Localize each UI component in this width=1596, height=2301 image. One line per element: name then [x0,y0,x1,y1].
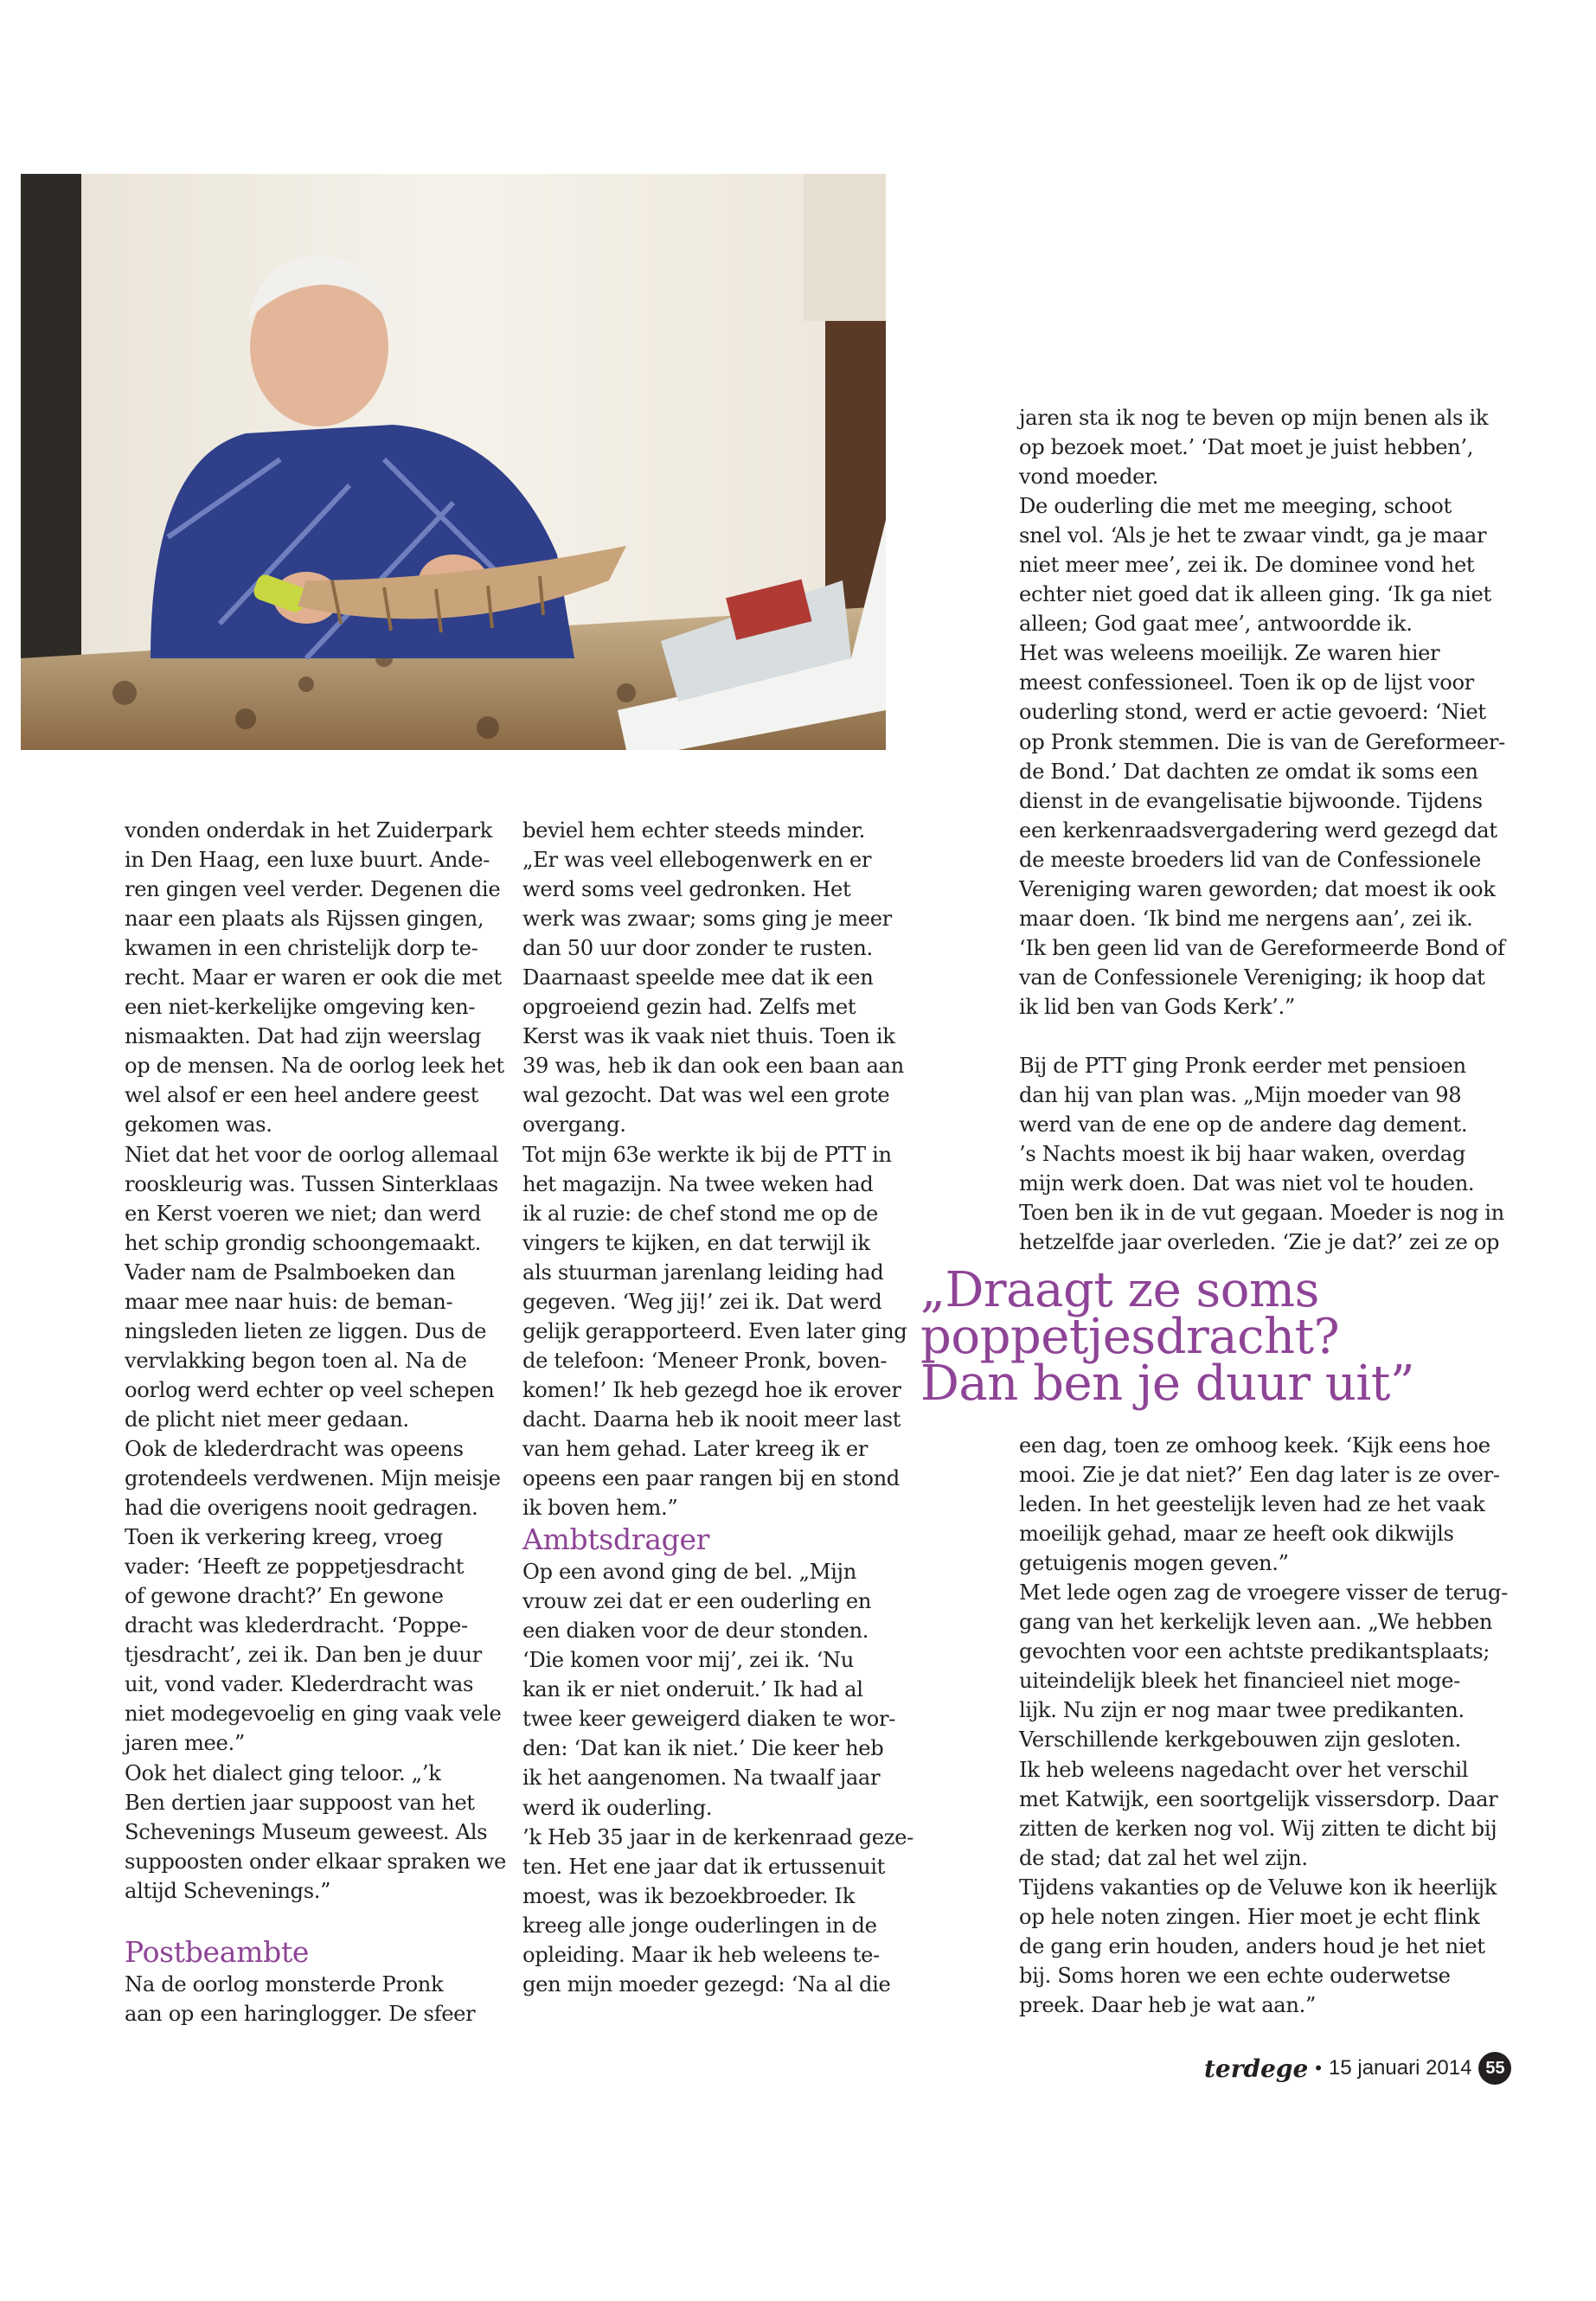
text-line: gelijk gerapporteerd. Even later ging [522,1318,907,1343]
article-column-1 [125,816,507,2029]
text-line: dan hij van plan was. „Mijn moeder van 98 [1019,1083,1462,1108]
text-line: ik lid ben van Gods Kerk’.” [1019,994,1295,1019]
text-line: uit, vond vader. Klederdracht was [125,1672,474,1697]
paragraph [1019,491,1491,638]
pull-quote-line: poppetjesdracht? [920,1309,1340,1365]
text-line: gevochten voor een achtste predikantsplaats; [1019,1639,1490,1664]
text-line: dan 50 uur door zonder te rusten. [522,936,873,961]
text-line: aan op een haringlogger. De sfeer [125,2001,476,2026]
text-line: opleiding. Maar ik heb weleens te- [522,1942,880,1967]
paragraph [1019,1755,1498,1873]
text-line: beviel hem echter steeds minder. [522,818,865,843]
paragraph [125,1759,507,1906]
text-line: Na de oorlog monsterde Pronk [125,1971,444,1997]
text-line: van de Confessionele Vereniging; ik hoop dat [1019,965,1485,990]
text-line: opeens een paar rangen bij en stond [522,1466,900,1491]
paragraph [1019,403,1489,491]
text-line: Met lede ogen zag de vroegere visser de terug- [1019,1580,1508,1606]
text-line: alleen; God gaat mee’, antwoordde ik. [1019,612,1413,637]
text-line: komen!’ Ik heb gezegd hoe ik erover [522,1377,901,1402]
text-line: Het was weleens moeilijk. Ze waren hier [1019,641,1440,666]
text-line: leden. In het geestelijk leven had ze het vaak [1019,1492,1485,1517]
text-line: getuigenis mogen geven.” [1019,1551,1289,1576]
text-line: van hem gehad. Later kreeg ik er [522,1436,869,1461]
text-line: Kerst was ik vaak niet thuis. Toen ik [522,1024,895,1049]
article-column-3-bottom [1019,1431,1508,2020]
text-line: ningsleden lieten ze liggen. Dus de [125,1318,487,1343]
text-line: vingers te kijken, en dat terwijl ik [522,1230,870,1255]
text-line: een diaken voor de deur stonden. [522,1618,869,1644]
text-line: maar mee naar huis: de beman- [125,1289,453,1314]
text-line: nismaakten. Dat had zijn weerslag [125,1024,482,1049]
text-line: Ben dertien jaar suppoost van het [125,1790,475,1815]
text-line: Toen ben ik in de vut gegaan. Moeder is nog in [1019,1201,1504,1226]
paragraph [1019,1431,1500,1578]
text-line: gen mijn moeder gezegd: ‘Na al die [522,1971,891,1997]
text-line: Tot mijn 63e werkte ik bij de PTT in [522,1142,892,1167]
text-line: dacht. Daarna heb ik nooit meer last [522,1407,901,1432]
paragraph [522,816,904,1140]
paragraph [1019,1578,1508,1754]
text-line: jaren sta ik nog te beven op mijn benen als ik [1019,406,1489,430]
text-line: zitten de kerken nog vol. Wij zitten te dicht bij [1019,1816,1497,1841]
text-line: opgroeiend gezin had. Zelfs met [522,995,856,1020]
text-line: rooskleurig was. Tussen Sinterklaas [125,1171,498,1196]
text-line: een kerkenraadsvergadering werd gezegd dat [1019,817,1497,843]
text-line: vond moeder. [1019,465,1158,490]
paragraph [1019,638,1505,1022]
text-line: grotendeels verdwenen. Mijn meisje [125,1466,501,1491]
text-line: kreeg alle jonge ouderlingen in de [522,1913,877,1938]
text-line: de plicht niet meer gedaan. [125,1407,409,1432]
pull-quote-line: „Draagt ze soms [920,1262,1319,1318]
text-line: vervlakking begon toen al. Na de [125,1348,467,1373]
text-line: ’k Heb 35 jaar in de kerkenraad geze- [522,1824,913,1849]
text-line: Ook het dialect ging teloor. „’k [125,1760,441,1785]
text-line: als stuurman jarenlang leiding had [522,1259,884,1285]
text-line: altijd Schevenings.” [125,1878,331,1903]
text-line: de meeste broeders lid van de Confessionele [1019,847,1481,872]
text-line: de Bond.’ Dat dachten ze omdat ik soms een [1019,759,1478,784]
text-line: ‘Ik ben geen lid van de Gereformeerde Bond of [1019,935,1505,960]
text-line: uiteindelijk bleek het financieel niet moge- [1019,1669,1460,1694]
text-line: ‘Die komen voor mij’, zei ik. ‘Nu [522,1648,854,1673]
text-line: op hele noten zingen. Hier moet je echt flink [1019,1904,1480,1929]
text-line: twee keer geweigerd diaken te wor- [522,1707,896,1732]
article-column-3-top [1019,403,1505,1257]
text-line: niet modegevoelig en ging vaak vele [125,1702,502,1727]
text-line: het magazijn. Na twee weken had [522,1171,874,1196]
text-line: Op een avond ging de bel. „Mijn [522,1560,856,1585]
paragraph [125,1140,497,1434]
text-line: dracht was klederdracht. ‘Poppe- [125,1613,468,1638]
text-line: de gang erin houden, anders houd je het niet [1019,1933,1485,1958]
text-line: werd soms veel gedronken. Het [522,877,851,902]
text-line: „Er was veel ellebogenwerk en er [522,848,872,873]
text-line: het schip grondig schoongemaakt. [125,1230,481,1255]
text-line: Ik heb weleens nagedacht over het verschil [1019,1757,1469,1782]
text-line: vrouw zei dat er een ouderling en [522,1589,872,1614]
paragraph [125,816,504,1140]
text-line: vader: ‘Heeft ze poppetjesdracht [125,1554,465,1580]
magazine-brand: terdege [1204,2054,1309,2083]
paragraph [1019,1051,1504,1257]
text-line: ren gingen veel verder. Degenen die [125,877,501,902]
text-line: naar een plaats als Rijssen gingen, [125,907,484,932]
text-line: Daarnaast speelde mee dat ik een [522,965,874,990]
text-line: meest confessioneel. Toen ik op de lijst voor [1019,670,1474,695]
text-line: Bij de PTT ging Pronk eerder met pensioen [1019,1053,1466,1078]
text-line: ten. Het ene jaar dat ik ertussenuit [522,1854,886,1879]
photo-model-builder [21,174,886,750]
text-line: op de mensen. Na de oorlog leek het [125,1054,504,1079]
text-line: maar doen. ‘Ik bind me nergens aan’, zei ik. [1019,906,1473,931]
text-line: Tijdens vakanties op de Veluwe kon ik heerlijk [1019,1875,1497,1900]
text-line: een niet-kerkelijke omgeving ken- [125,995,476,1020]
text-line: wal gezocht. Dat was wel een grote [522,1083,890,1108]
text-line: hetzelfde jaar overleden. ‘Zie je dat?’ zei ze op [1019,1230,1500,1255]
page-footer [1204,2051,1511,2086]
text-line: in Den Haag, een luxe buurt. Ande- [125,848,490,873]
text-line: met Katwijk, een soortgelijk vissersdorp. Daar [1019,1786,1498,1811]
text-line: recht. Maar er waren er ook die met [125,965,502,990]
section-heading: Postbeambte [125,1934,310,1969]
text-line: kan ik er niet onderuit.’ Ik had al [522,1677,863,1702]
text-line: tjesdracht’, zei ik. Dan ben je duur [125,1643,482,1668]
text-line: Toen ik verkering kreeg, vroeg [125,1525,443,1550]
pull-quote-line: Dan ben je duur uit” [920,1356,1414,1412]
section-heading: Ambtsdrager [522,1522,710,1557]
text-line: echter niet goed dat ik alleen ging. ‘Ik ga niet [1019,582,1491,607]
paragraph [125,1970,497,2029]
text-line: De ouderling die met me meeging, schoot [1019,494,1452,519]
text-line: Ook de klederdracht was opeens [125,1436,464,1461]
text-line: niet meer mee’, zei ik. De dominee vond het [1019,553,1475,578]
text-line: Vereniging waren geworden; dat moest ik ook [1019,876,1496,901]
pull-quote [920,1262,1526,1412]
text-line: werd ik ouderling. [522,1795,713,1820]
text-line: moeilijk gehad, maar ze heeft ook dikwijls [1019,1522,1454,1547]
text-line: de telefoon: ‘Meneer Pronk, boven- [522,1348,888,1373]
text-line: moest, was ik bezoekbroeder. Ik [522,1883,856,1908]
text-line: op Pronk stemmen. Die is van de Gereformeer- [1019,729,1505,754]
text-line: een dag, toen ze omhoog keek. ‘Kijk eens hoe [1019,1433,1490,1458]
text-line: lijk. Nu zijn er nog maar twee predikanten. [1019,1698,1465,1723]
text-line: gegeven. ‘Weg jij!’ zei ik. Dat werd [522,1289,882,1314]
page-number: 55 [1478,2052,1511,2085]
text-line: de stad; dat zal het wel zijn. [1019,1845,1308,1870]
text-line: dienst in de evangelisatie bijwoonde. Tijdens [1019,788,1483,813]
text-line: mijn werk doen. Dat was niet vol te houden. [1019,1171,1475,1196]
text-line: overgang. [522,1112,626,1138]
photo-illustration [21,174,886,750]
paragraph [1019,1873,1497,2020]
text-line: Vader nam de Psalmboeken dan [125,1259,456,1285]
text-line: Niet dat het voor de oorlog allemaal [125,1142,499,1167]
paragraph [522,1557,894,1822]
text-line: gekomen was. [125,1112,272,1138]
text-line: had die overigens nooit gedragen. [125,1496,478,1521]
text-line: vonden onderdak in het Zuiderpark [125,818,492,843]
text-line: oorlog werd echter op veel schepen [125,1377,495,1402]
text-line: ik boven hem.” [522,1496,678,1521]
footer-separator: • [1315,2057,1322,2079]
text-line: werk was zwaar; soms ging je meer [522,907,892,932]
text-line: ouderling stond, werd er actie gevoerd: ‘Niet [1019,700,1486,725]
text-line: suppoosten onder elkaar spraken we [125,1849,507,1874]
text-line: preek. Daar heb je wat aan.” [1019,1992,1316,2017]
text-line: mooi. Zie je dat niet?’ Een dag later is ze over- [1019,1463,1500,1488]
text-line: werd van de ene op de andere dag dement. [1019,1112,1468,1138]
text-line: jaren mee.” [125,1731,245,1756]
text-line: ik al ruzie: de chef stond me op de [522,1201,878,1226]
text-line: ’s Nachts moest ik bij haar waken, overdag [1019,1142,1465,1167]
text-line: en Kerst voeren we niet; dan werd [125,1201,481,1226]
text-line: kwamen in een christelijk dorp te- [125,936,478,961]
paragraph [125,1434,502,1759]
text-line: of gewone dracht?’ En gewone [125,1584,444,1609]
text-line: 39 was, heb ik dan ook een baan aan [522,1054,904,1079]
issue-date: 15 januari 2014 [1329,2056,1472,2080]
paragraph [522,1823,913,1999]
text-line: ik het aangenomen. Na twaalf jaar [522,1766,881,1791]
text-line: op bezoek moet.’ ‘Dat moet je juist hebben’, [1019,435,1474,460]
text-line: den: ‘Dat kan ik niet.’ Die keer heb [522,1736,884,1761]
article-column-2 [522,816,913,1999]
paragraph [522,1140,907,1523]
text-line: snel vol. ‘Als je het te zwaar vindt, ga je maar [1019,523,1487,548]
text-line: gang van het kerkelijk leven aan. „We hebben [1019,1610,1493,1635]
text-line: bij. Soms horen we een echte ouderwetse [1019,1963,1451,1988]
text-line: Schevenings Museum geweest. Als [125,1819,488,1844]
text-line: wel alsof er een heel andere geest [125,1083,479,1108]
text-line: Verschillende kerkgebouwen zijn gesloten. [1019,1727,1461,1753]
